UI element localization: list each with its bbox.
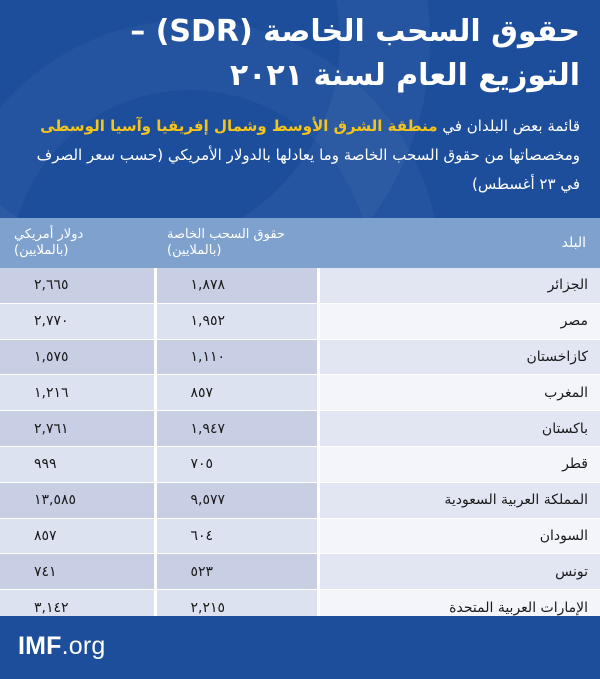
table-row — [0, 482, 600, 518]
cell-sdr: ١,٩٥٢ — [155, 303, 318, 339]
cell-usd: ١,٥٧٥ — [0, 339, 155, 375]
cell-sdr: ١,٨٧٨ — [155, 268, 318, 303]
imf-logo: IMF.org — [18, 632, 106, 660]
cell-usd: ٢,٧٦١ — [0, 411, 155, 447]
cell-usd: ٢,٧٧٠ — [0, 303, 155, 339]
column-header-sdr: حقوق السحب الخاصة (بالملايين) — [155, 218, 318, 268]
cell-usd: ١٣,٥٨٥ — [0, 482, 155, 518]
cell-usd: ٧٤١ — [0, 554, 155, 590]
table-row — [0, 446, 600, 482]
table-row — [0, 339, 600, 375]
table-row — [0, 518, 600, 554]
cell-sdr: ٧٠٥ — [155, 446, 318, 482]
cell-country: السودان — [318, 518, 600, 554]
cell-usd: ٩٩٩ — [0, 446, 155, 482]
cell-country: الجزائر — [318, 268, 600, 303]
cell-sdr: ٥٢٣ — [155, 554, 318, 590]
table-header-row — [0, 218, 600, 268]
cell-usd: ١,٢١٦ — [0, 375, 155, 411]
cell-country: كازاخستان — [318, 339, 600, 375]
allocation-table — [0, 218, 600, 626]
cell-country: مصر — [318, 303, 600, 339]
cell-usd: ٨٥٧ — [0, 518, 155, 554]
cell-usd: ٢,٦٦٥ — [0, 268, 155, 303]
page-title — [20, 10, 580, 98]
intro-text-part-2: ومخصصاتها من حقوق السحب الخاصة وما يعادلها بالدولار الأمريكي (حسب سعر الصرف في ٢٣ أغسطس) — [36, 146, 580, 193]
cell-country: المملكة العربية السعودية — [318, 482, 600, 518]
footer — [0, 616, 600, 679]
cell-sdr: ٦٠٤ — [155, 518, 318, 554]
cell-country: قطر — [318, 446, 600, 482]
table-row — [0, 303, 600, 339]
table-row — [0, 554, 600, 590]
header — [0, 0, 600, 218]
cell-country: تونس — [318, 554, 600, 590]
table-row — [0, 268, 600, 303]
table-row — [0, 375, 600, 411]
column-header-country: البلد — [318, 218, 600, 268]
cell-sdr: ١,٩٤٧ — [155, 411, 318, 447]
intro-highlight: منطقة الشرق الأوسط وشمال إفريقيا وآسيا الوسطى — [40, 117, 438, 135]
cell-usd: ٣,١٤٢ — [0, 590, 155, 626]
intro-text-part-1: قائمة بعض البلدان في — [437, 117, 580, 135]
table-body — [0, 268, 600, 625]
title-line-2: التوزيع العام لسنة ٢٠٢١ — [229, 58, 580, 93]
cell-sdr: ٩,٥٧٧ — [155, 482, 318, 518]
title-line-1: حقوق السحب الخاصة (SDR) – — [130, 14, 580, 49]
cell-sdr: ٢,٢١٥ — [155, 590, 318, 626]
cell-sdr: ٨٥٧ — [155, 375, 318, 411]
cell-country: الإمارات العربية المتحدة — [318, 590, 600, 626]
intro-text — [15, 112, 580, 199]
column-header-usd: دولار أمريكي (بالملايين) — [0, 218, 155, 268]
allocation-table-container — [0, 218, 600, 616]
cell-sdr: ١,١١٠ — [155, 339, 318, 375]
cell-country: المغرب — [318, 375, 600, 411]
table-row — [0, 411, 600, 447]
cell-country: باكستان — [318, 411, 600, 447]
